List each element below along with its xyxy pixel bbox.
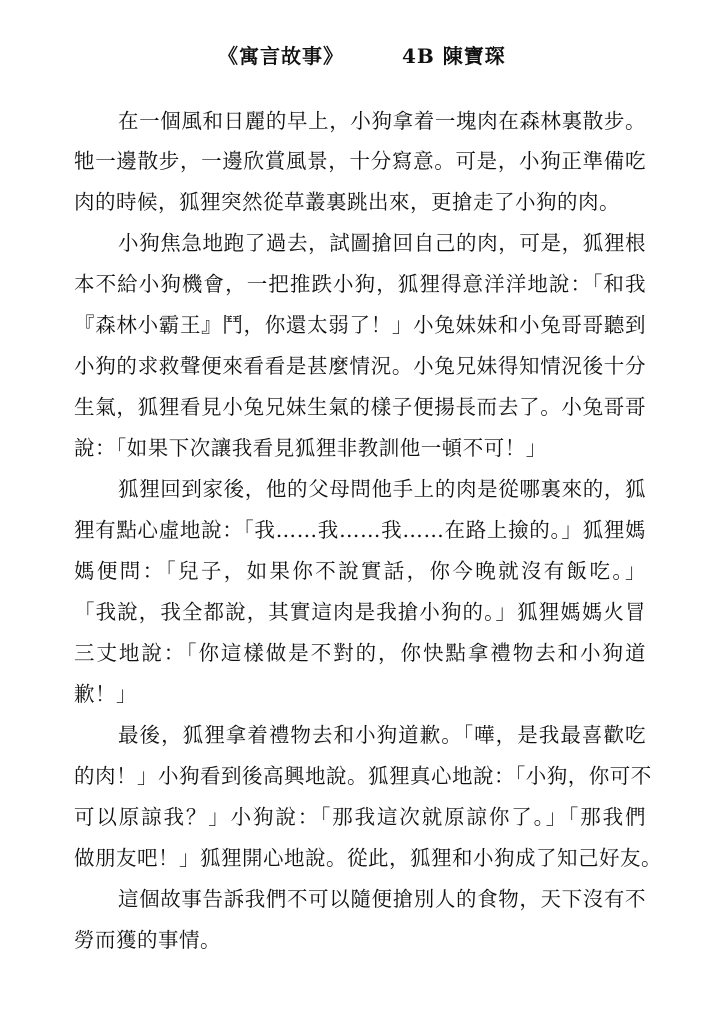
paragraph-4-line-3: 可以原諒我？」小狗說：「那我這次就原諒你了。」「那我們 [74,805,646,829]
paragraph-5-line-2: 勞而獲的事情。 [74,928,221,952]
paragraph-5-line-1: 這個故事告訴我們不可以隨便搶別人的食物，天下沒有不 [118,887,646,911]
paragraph-2-line-2: 本不給小狗機會，一把推跌小狗，狐狸得意洋洋地說：「和我 [74,272,646,296]
paragraph-3-line-4: 「我說，我全都說，其實這肉是我搶小狗的。」狐狸媽媽火冒 [74,600,646,624]
paragraph-3-line-6: 歉！」 [74,682,137,706]
paragraph-1-line-3: 肉的時候，狐狸突然從草叢裏跳出來，更搶走了小狗的肉。 [74,190,620,214]
paragraph-2-line-4: 小狗的求救聲便來看看是甚麼情況。小兔兄妹得知情況後十分 [74,354,646,378]
paragraph-2-line-3: 『森林小霸王』鬥，你還太弱了！」小兔妹妹和小兔哥哥聽到 [74,313,646,337]
author-label: 4B 陳寶琛 [402,44,506,68]
paragraph-4-line-4: 做朋友吧！」狐狸開心地說。從此，狐狸和小狗成了知己好友。 [74,846,662,870]
paragraph-2-line-6: 說：「如果下次讓我看見狐狸非教訓他一頓不可！」 [74,436,547,460]
paragraph-1-line-1: 在一個風和日麗的早上，小狗拿着一塊肉在森林裏散步。 [118,109,646,133]
paragraph-3-line-3: 媽便問：「兒子，如果你不說實話，你今晚就沒有飯吃。」 [74,559,646,583]
paragraph-3-line-5: 三丈地說：「你這樣做是不對的，你快點拿禮物去和小狗道 [74,641,646,665]
paragraph-2-line-5: 生氣，狐狸看見小兔兄妹生氣的樣子便揚長而去了。小兔哥哥 [74,395,646,419]
paragraph-4-line-2: 的肉！」小狗看到後高興地說。狐狸真心地說：「小狗，你可不 [74,764,652,788]
title-row [0,40,720,76]
paragraph-3-line-2: 狸有點心虛地說：「我……我……我……在路上撿的。」狐狸媽 [74,518,646,542]
paragraph-2-line-1: 小狗焦急地跑了過去，試圖搶回自己的肉，可是，狐狸根 [118,231,646,255]
paragraph-3-line-1: 狐狸回到家後，他的父母問他手上的肉是從哪裏來的，狐 [118,477,646,501]
document-title: 《寓言故事》 [218,44,344,68]
paragraph-4-line-1: 最後，狐狸拿着禮物去和小狗道歉。「嘩，是我最喜歡吃 [118,723,646,747]
paragraph-1-line-2: 牠一邊散步，一邊欣賞風景，十分寫意。可是，小狗正準備吃 [74,149,646,173]
